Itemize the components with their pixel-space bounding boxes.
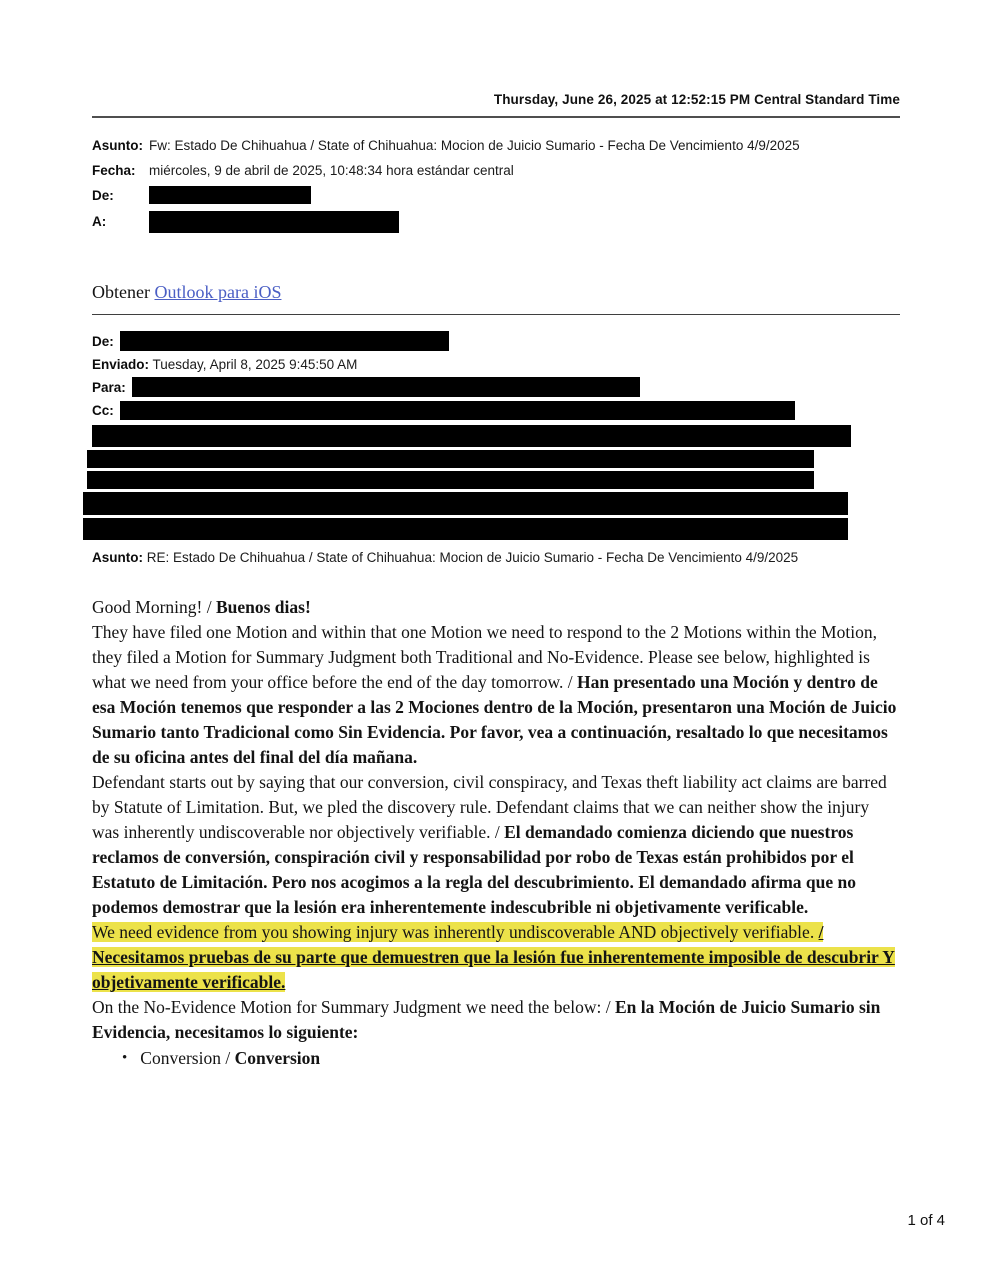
inner-subject-value: RE: Estado De Chihuahua / State of Chihuahua: Mocion de Juicio Sumario - Fecha De Vencimiento 4/9/2025 <box>146 550 799 565</box>
paragraph-2 <box>92 770 900 920</box>
bullet-english: Conversion / <box>140 1048 235 1068</box>
redaction-bar-inner-cc <box>120 401 795 420</box>
paragraph-1 <box>92 620 900 770</box>
paragraph-2-spanish: El demandado comienza diciendo que nuestros reclamos de conversión, conspiración civil y responsabilidad por robo de Texas están prohibidos por el Estatuto de Limitación. Pero nos acogimos a la regla del descubrimiento. El demandado afirma que no podemos demostrar que la lesión era inherentemente indescubrible ni objetivamente verificable. <box>92 822 857 917</box>
highlight-spanish: / Necesitamos pruebas de su parte que demuestren que la lesión fue inherentemente imposible de descubrir Y objetivamente verificable. <box>92 922 895 992</box>
bullet-text <box>140 1046 320 1071</box>
paragraph-1-spanish: Han presentado una Moción y dentro de esa Moción tenemos que responder a las 2 Mociones dentro de la Moción, presentaron una Moción de Juicio Sumario tanto Tradicional como Sin Evidencia. Por favor, vea a continuación, resaltado lo que necesitamos de su oficina antes del final del día mañana. <box>92 672 897 767</box>
inner-sent-label: Enviado: <box>92 357 150 372</box>
outlook-prefix: Obtener <box>92 282 155 302</box>
greeting <box>92 595 900 620</box>
highlighted-passage <box>92 920 900 995</box>
inner-cc-label: Cc: <box>92 403 114 418</box>
redaction-bar-to <box>149 211 399 233</box>
inner-email-header <box>92 330 900 570</box>
bullet-item-conversion <box>92 1046 900 1071</box>
date-value: miércoles, 9 de abril de 2025, 10:48:34 hora estándar central <box>149 163 514 178</box>
inner-subject-label: Asunto: <box>92 550 143 565</box>
page-number: 1 of 4 <box>907 1212 945 1229</box>
subject-row <box>92 135 900 156</box>
to-label: A: <box>92 214 107 229</box>
paragraph-2-english: Defendant starts out by saying that our conversion, civil conspiracy, and Texas theft liability act claims are barred by Statute of Limitation. But, we pled the discovery rule. Defendant claims that we can neither show the injury was inherently undiscoverable nor objectively verifiable. / <box>92 772 887 842</box>
paragraph-1-english: They have filed one Motion and within that one Motion we need to respond to the 2 Motions within the Motion, they filed a Motion for Summary Judgment both Traditional and No-Evidence. Please see below, highlighted is what we need from your office before the end of the day tomorrow. / <box>92 622 877 692</box>
inner-cc-row <box>92 399 900 422</box>
redaction-bar-inner-to <box>132 377 640 397</box>
to-row <box>92 211 900 233</box>
subject-label: Asunto: <box>92 138 143 153</box>
inner-from-label: De: <box>92 334 114 349</box>
date-label: Fecha: <box>92 163 136 178</box>
outer-email-header <box>92 135 900 233</box>
redaction-bar-line-5 <box>83 518 848 540</box>
inner-sent-row <box>92 353 900 376</box>
outlook-promo-line <box>92 282 900 303</box>
greeting-spanish: Buenos dias! <box>215 597 311 617</box>
redaction-bar-from <box>149 186 311 204</box>
inner-from-row <box>92 330 900 353</box>
inner-to-label: Para: <box>92 380 126 395</box>
inner-sent-value: Tuesday, April 8, 2025 9:45:50 AM <box>152 357 358 372</box>
subject-value: Fw: Estado De Chihuahua / State of Chihuahua: Mocion de Juicio Sumario - Fecha De Vencimiento 4/9/2025 <box>149 138 800 153</box>
paragraph-3-english: On the No-Evidence Motion for Summary Judgment we need the below: / <box>92 997 615 1017</box>
paragraph-3-spanish: En la Moción de Juicio Sumario sin Evidencia, necesitamos lo siguiente: <box>92 997 881 1042</box>
inner-to-row <box>92 376 900 399</box>
bullet-icon: • <box>122 1050 128 1066</box>
bullet-spanish: Conversion <box>234 1048 321 1068</box>
page-content <box>92 0 900 1071</box>
greeting-english: Good Morning! / <box>92 597 216 617</box>
redaction-bar-line-3 <box>87 471 814 489</box>
date-row <box>92 160 900 181</box>
header-divider <box>92 116 900 118</box>
redaction-bar-inner-from <box>120 331 449 351</box>
inner-subject-row <box>92 546 834 570</box>
from-row <box>92 185 900 206</box>
outlook-ios-link[interactable]: Outlook para iOS <box>154 282 282 302</box>
highlight-english: We need evidence from you showing injury was inherently undiscoverable AND objectively verifiable. <box>92 922 819 942</box>
redaction-bar-line-4 <box>83 492 848 515</box>
from-label: De: <box>92 188 114 203</box>
paragraph-3 <box>92 995 900 1045</box>
redaction-bar-line-2 <box>87 450 814 468</box>
email-body <box>92 595 900 1071</box>
section-divider <box>92 314 900 315</box>
print-timestamp: Thursday, June 26, 2025 at 12:52:15 PM Central Standard Time <box>493 92 900 107</box>
redaction-bar-line-1 <box>92 425 851 447</box>
